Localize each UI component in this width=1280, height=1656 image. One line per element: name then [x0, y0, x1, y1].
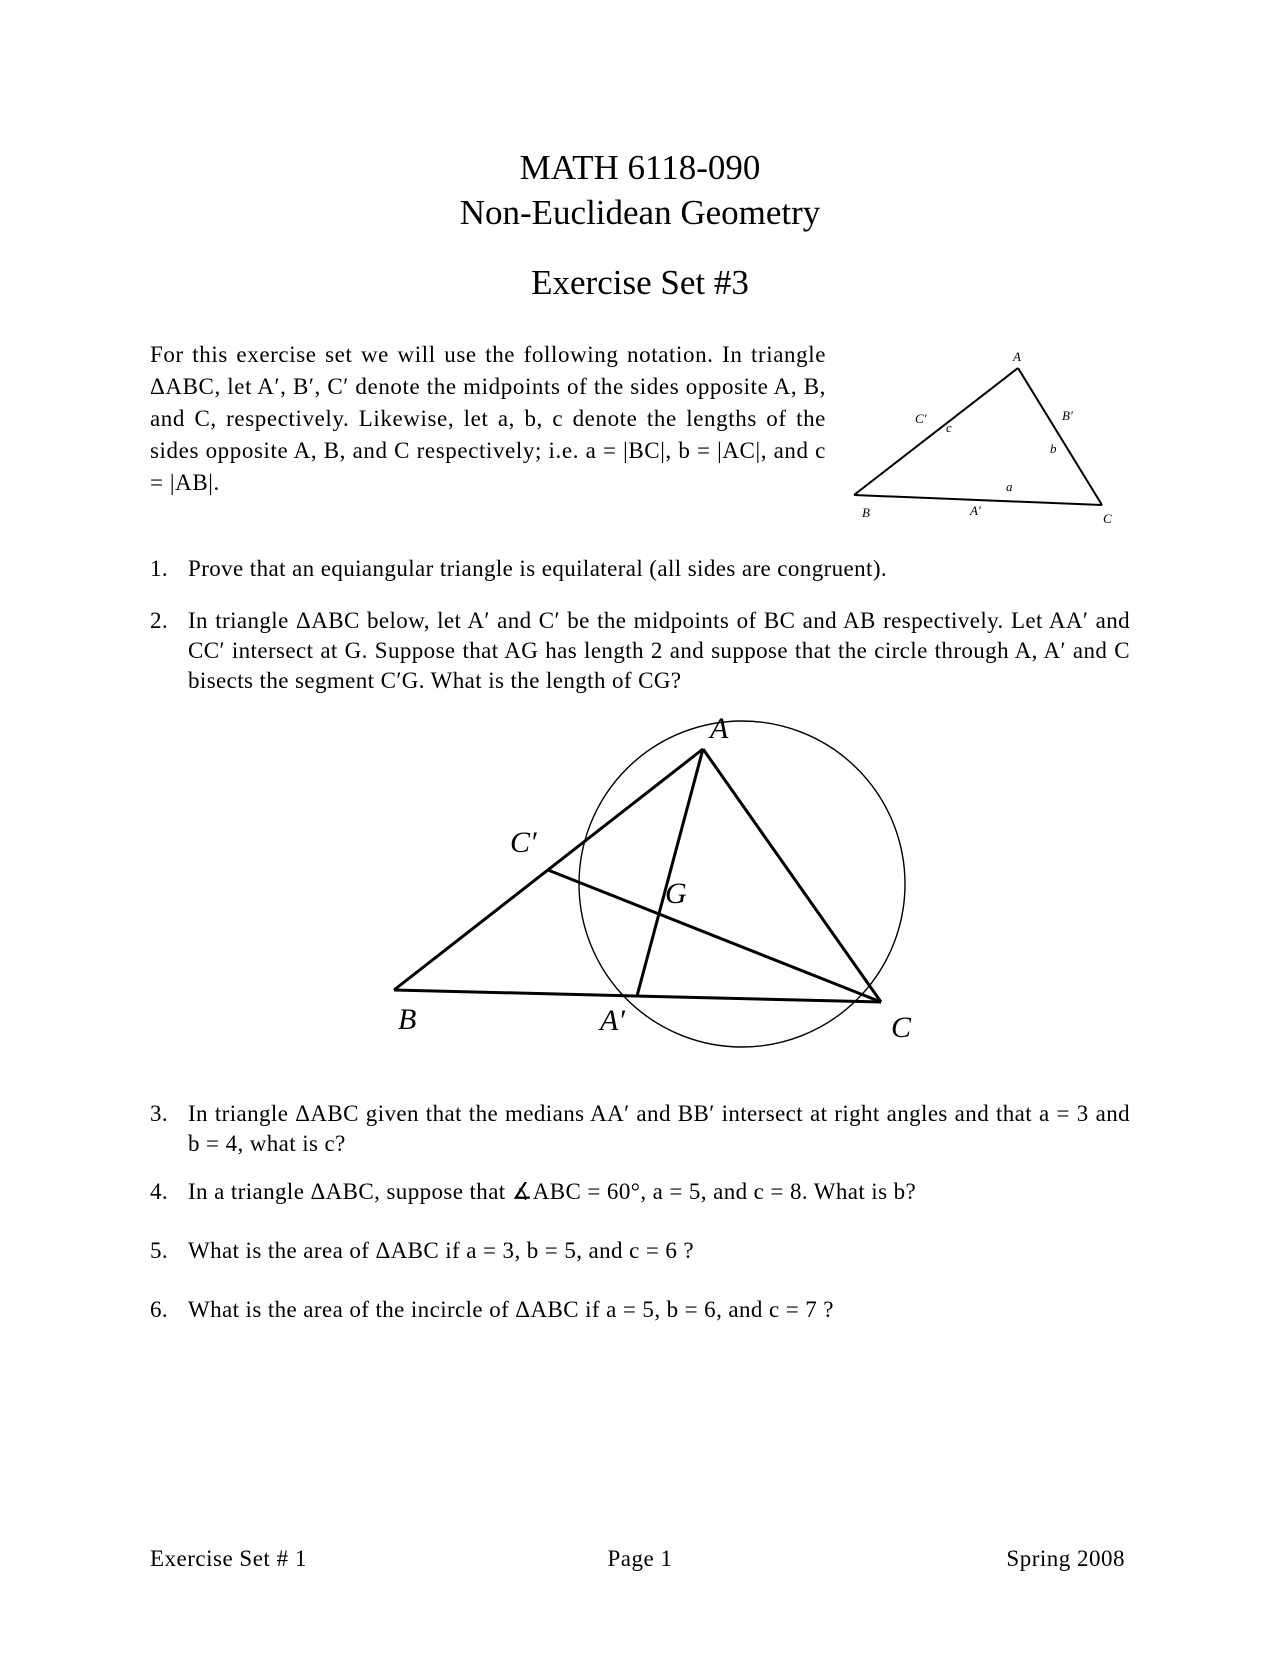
label-b-prime: B′ — [1062, 408, 1073, 423]
side-ab — [854, 368, 1018, 495]
footer-page-number: Page 1 — [607, 1546, 673, 1571]
exercise-2 — [150, 606, 1130, 698]
exercise-3 — [150, 1099, 1130, 1161]
label-g: G — [665, 877, 687, 910]
median-circle-figure — [360, 705, 940, 1070]
exercise-4-number: 4. — [150, 1179, 169, 1204]
exercise-3-number: 3. — [150, 1101, 169, 1126]
exercise-3-text: In triangle ΔABC given that the medians AA′ and BB′ intersect at right angles and that a = 3 and b = 4, what is c? — [188, 1101, 1130, 1156]
label-a: A — [710, 712, 729, 745]
exercise-5 — [150, 1236, 1130, 1266]
side-ac — [703, 749, 881, 1002]
footer-left: Exercise Set # 1 — [150, 1546, 307, 1571]
exercise-6-number: 6. — [150, 1297, 169, 1322]
median-aa-prime — [637, 749, 703, 996]
footer-right: Spring 2008 — [1006, 1546, 1125, 1571]
label-c: C — [1103, 511, 1112, 525]
exercise-1-text: Prove that an equiangular triangle is equilateral (all sides are congruent). — [188, 556, 888, 581]
label-c-prime: C′ — [915, 411, 927, 426]
exercise-6-text: What is the area of the incircle of ΔABC if a = 5, b = 6, and c = 7 ? — [188, 1297, 834, 1322]
course-title: MATH 6118-090 — [519, 148, 761, 187]
intro-paragraph: For this exercise set we will use the following notation. In triangle ΔABC, let A′, B′, C′ denote the midpoints of the sides opposite A, B, and C, respectively. Likewise, let a, b, c denote the lengths of the sides opposite A, B, and C respectively; i.e. a = |BC|, b = |AC|, and c = |AB|. — [150, 342, 826, 495]
exercise-2-number: 2. — [150, 608, 169, 633]
label-b: B — [398, 1003, 417, 1036]
exercise-4-text: In a triangle ΔABC, suppose that ∡ABC = 60°, a = 5, and c = 8. What is b? — [188, 1179, 917, 1204]
exercise-2-text: In triangle ΔABC below, let A′ and C′ be the midpoints of BC and AB respectively. Let AA′ and CC′ intersect at G. Suppose that AG has length 2 and suppose that the circle through A, A′ and C bisects the segment C′G. What is the length of CG? — [188, 608, 1130, 693]
side-ac — [1018, 368, 1102, 505]
reference-triangle-figure — [840, 345, 1130, 525]
exercise-set-title: Exercise Set #3 — [531, 263, 749, 302]
exercise-6 — [150, 1295, 1130, 1325]
label-c-prime: C′ — [510, 826, 537, 859]
exercise-1-number: 1. — [150, 556, 169, 581]
label-side-b: b — [1050, 441, 1057, 456]
exercise-1 — [150, 554, 1130, 584]
label-side-c: c — [946, 420, 952, 435]
median-cc-prime — [548, 870, 881, 1002]
exercise-5-text: What is the area of ΔABC if a = 3, b = 5, and c = 6 ? — [188, 1238, 695, 1263]
label-a-prime: A′ — [600, 1004, 625, 1037]
label-side-a: a — [1006, 479, 1013, 494]
exercise-5-number: 5. — [150, 1238, 169, 1263]
exercise-4 — [150, 1177, 1130, 1207]
label-a: A — [1013, 349, 1021, 364]
course-subtitle: Non-Euclidean Geometry — [459, 193, 821, 232]
label-a-prime: A′ — [970, 503, 981, 518]
label-c: C — [891, 1011, 912, 1044]
label-b: B — [862, 505, 870, 520]
